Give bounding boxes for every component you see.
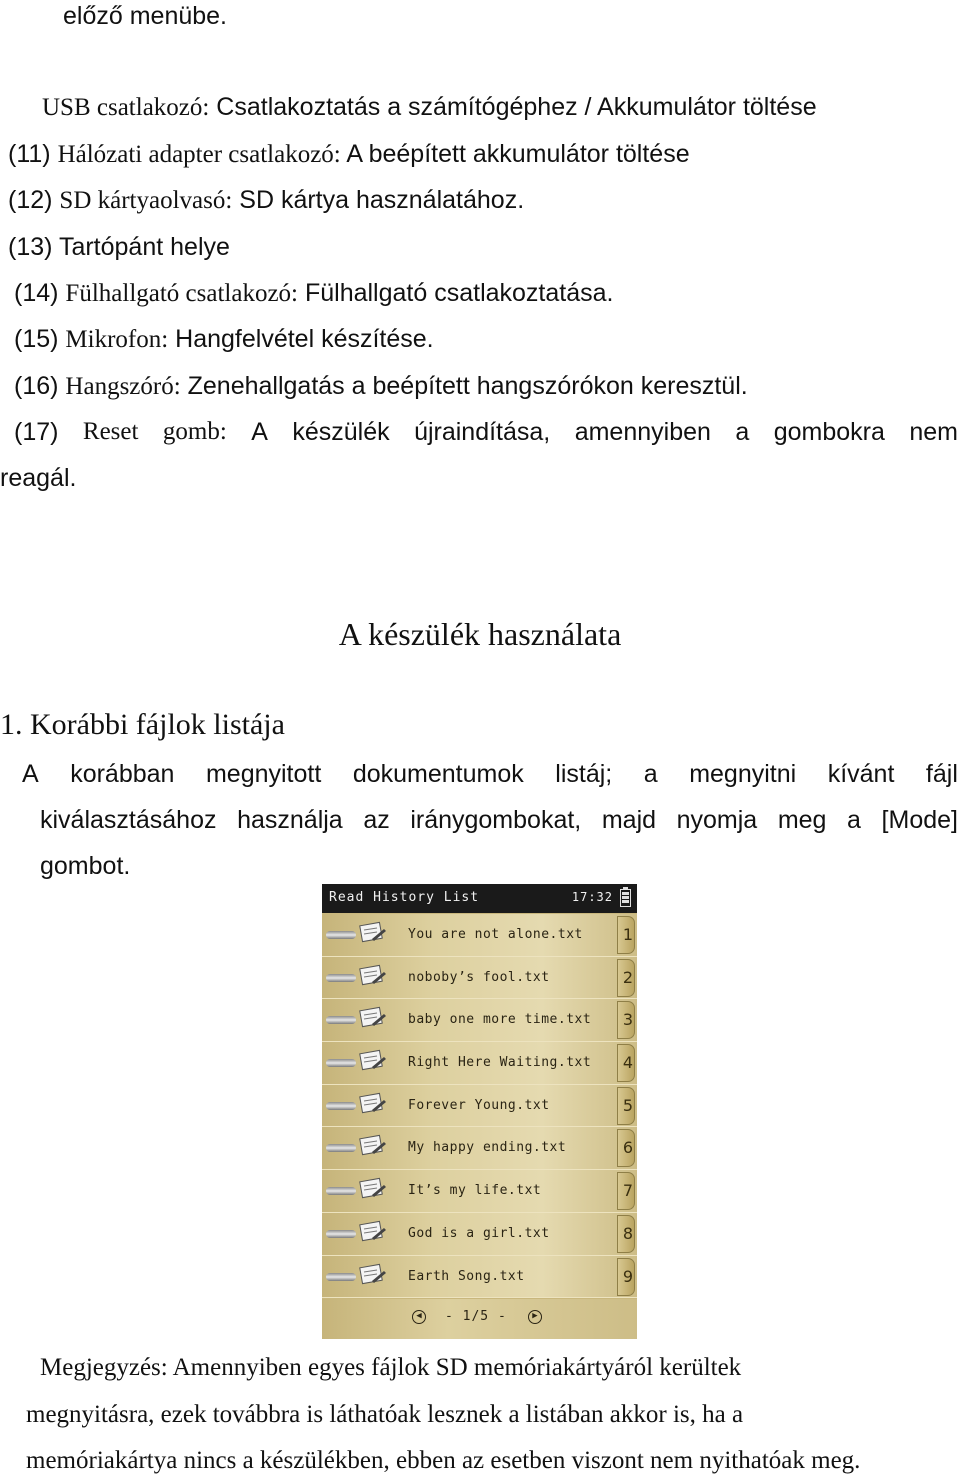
device-footer — [322, 1299, 637, 1339]
text-line-17-cont: reagál. — [0, 464, 77, 492]
word: megnyitni — [689, 760, 797, 788]
word: Reset — [82, 418, 139, 445]
word: használja — [237, 806, 343, 834]
word: amennyiben — [574, 418, 711, 446]
word: gomb: — [162, 418, 227, 445]
note-line-1: Megjegyzés: Amennyiben egyes fájlok SD memóriakártyáról kerültek — [40, 1354, 742, 1381]
word: dokumentumok — [352, 760, 524, 788]
page-indicator: - 1/5 - — [445, 1309, 507, 1324]
battery-icon — [620, 889, 631, 907]
prev-arrow-icon[interactable]: ◀ — [412, 1310, 426, 1324]
text-line-12 — [8, 184, 524, 217]
binder-ring-icon — [326, 1144, 356, 1152]
text-line-17 — [14, 416, 958, 448]
paragraph-line-1 — [22, 758, 958, 790]
device-clock: 17:32 — [571, 890, 613, 904]
file-number: 3 — [622, 1010, 633, 1030]
file-name: You are not alone.txt — [408, 927, 583, 942]
file-name: noboby’s fool.txt — [408, 969, 550, 985]
word: megnyitott — [205, 760, 322, 788]
file-row[interactable] — [322, 1042, 637, 1085]
file-row[interactable] — [322, 914, 637, 957]
file-row[interactable] — [322, 957, 637, 1000]
device-header — [322, 884, 637, 913]
paragraph-line-3: gombot. — [40, 852, 131, 880]
file-row[interactable] — [322, 1127, 637, 1170]
item-number: (12) — [8, 186, 53, 214]
word: iránygombokat, — [410, 806, 582, 834]
word: a — [847, 806, 861, 834]
word: készülék — [292, 418, 390, 446]
note-line-3: memóriakártya nincs a készülékben, ebben az esetben viszont nem nyithatóak meg. — [26, 1447, 861, 1474]
binder-ring-icon — [326, 931, 356, 939]
document-icon — [358, 964, 388, 991]
usb-label: USB csatlakozó: — [42, 94, 210, 121]
headphone-text: Fülhallgató csatlakoztatása. — [304, 279, 614, 307]
file-name: baby one more time.txt — [408, 1012, 592, 1028]
document-icon — [358, 1006, 388, 1033]
headphone-label: Fülhallgató csatlakozó: — [65, 280, 299, 307]
word: gombokra — [773, 418, 885, 446]
item-number: (16) — [14, 372, 59, 400]
word: kiválasztásához — [40, 806, 217, 834]
word: az — [363, 806, 390, 834]
document-icon — [358, 1134, 388, 1161]
text-line-16 — [14, 370, 748, 403]
file-row[interactable] — [322, 1213, 637, 1256]
text-line-14 — [14, 277, 613, 310]
sd-text: SD kártya használatához. — [239, 186, 525, 214]
text-line-usb — [42, 91, 817, 124]
file-name: It’s my life.txt — [408, 1183, 542, 1199]
speaker-label: Hangszóró: — [65, 373, 181, 400]
word: a — [735, 418, 750, 446]
item-number: (15) — [14, 325, 59, 353]
word: A — [22, 760, 39, 788]
word: korábban — [70, 760, 175, 788]
note-line-2: megnyitásra, ezek továbbra is láthatóak lesznek a listában akkor is, ha a — [26, 1401, 744, 1428]
sd-label: SD kártyaolvasó: — [59, 187, 233, 214]
paragraph-line-2 — [40, 804, 958, 836]
next-arrow-icon[interactable]: ▶ — [528, 1310, 542, 1324]
adapter-text: A beépített akkumulátor töltése — [346, 140, 690, 168]
binder-ring-icon — [326, 1273, 356, 1281]
item-number: (14) — [14, 279, 59, 307]
document-icon — [358, 1049, 388, 1076]
file-row[interactable] — [322, 999, 637, 1042]
device-screenshot — [322, 884, 637, 1339]
adapter-label: Hálózati adapter csatlakozó: — [57, 141, 341, 168]
file-list[interactable] — [322, 914, 637, 1298]
word: [Mode] — [881, 806, 958, 834]
file-row[interactable] — [322, 1256, 637, 1299]
subsection-title: 1. Korábbi fájlok listája — [0, 708, 285, 741]
binder-ring-icon — [326, 1059, 356, 1067]
usb-text: Csatlakoztatás a számítógéphez / Akkumulátor töltése — [216, 93, 817, 121]
text-line-15 — [14, 323, 434, 356]
file-number: 6 — [622, 1138, 633, 1158]
word: (17) — [14, 418, 59, 446]
file-name: Right Here Waiting.txt — [408, 1055, 592, 1071]
mic-label: Mikrofon: — [65, 326, 169, 353]
file-number: 8 — [622, 1223, 633, 1243]
binder-ring-icon — [326, 1102, 356, 1110]
word: nyomja — [676, 806, 758, 834]
word: majd — [601, 806, 657, 834]
word: nem — [909, 418, 958, 446]
file-number: 9 — [622, 1266, 633, 1286]
device-title: Read History List — [329, 890, 480, 905]
file-number: 5 — [622, 1095, 633, 1115]
item-number: (11) — [8, 140, 51, 168]
mic-text: Hangfelvétel készítése. — [175, 325, 434, 353]
section-title: A készülék használata — [338, 616, 622, 652]
file-name: My happy ending.txt — [408, 1140, 567, 1156]
file-name: Earth Song.txt — [408, 1268, 525, 1284]
binder-ring-icon — [326, 1016, 356, 1024]
binder-ring-icon — [326, 1230, 356, 1238]
file-number: 7 — [622, 1181, 633, 1201]
document-icon — [358, 1263, 388, 1290]
word: meg — [777, 806, 827, 834]
text-line-13: (13) Tartópánt helye — [8, 233, 230, 261]
binder-ring-icon — [326, 1187, 356, 1195]
speaker-text: Zenehallgatás a beépített hangszórókon keresztül. — [187, 372, 748, 400]
document-icon — [358, 1177, 388, 1204]
text-line-prev-menu: előző menübe. — [63, 2, 228, 30]
file-row[interactable] — [322, 1170, 637, 1213]
file-name: Forever Young.txt — [408, 1097, 550, 1113]
text-line-11 — [8, 138, 690, 171]
binder-ring-icon — [326, 974, 356, 982]
word: listáj; — [555, 760, 613, 788]
word: kívánt — [827, 760, 895, 788]
document-icon — [358, 921, 388, 948]
file-number: 1 — [622, 925, 633, 944]
document-icon — [358, 1220, 388, 1247]
document-icon — [358, 1092, 388, 1119]
word: újraindítása, — [414, 418, 551, 446]
word: fájl — [925, 760, 958, 788]
word: A — [251, 418, 268, 446]
file-number: 4 — [622, 1053, 633, 1073]
file-row[interactable] — [322, 1085, 637, 1128]
file-number: 2 — [622, 967, 633, 987]
file-name: God is a girl.txt — [408, 1225, 550, 1241]
word: a — [643, 760, 658, 788]
